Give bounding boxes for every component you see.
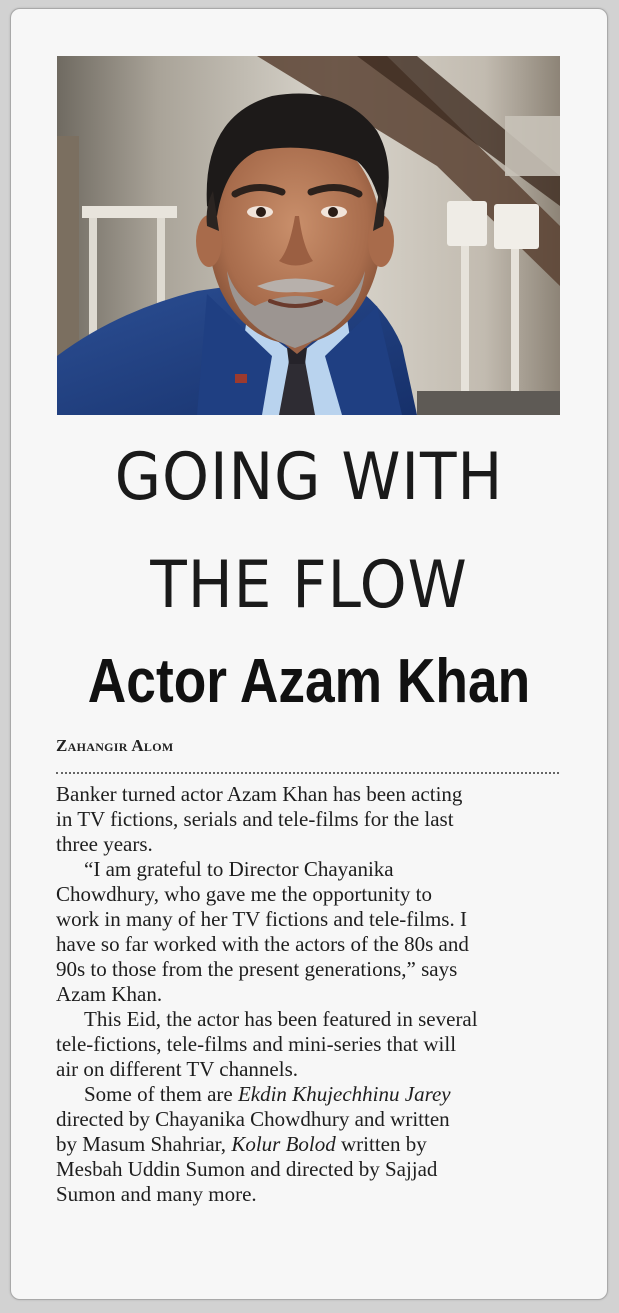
body-line: This Eid, the actor has been featured in several: [84, 1007, 478, 1031]
body-line: [56, 1082, 566, 1107]
body-line: tele-fictions, tele-films and mini-series that will: [56, 1032, 457, 1056]
body-line: Chowdhury, who gave me the opportunity to: [56, 882, 433, 906]
byline: Zahangir Alom: [56, 736, 174, 755]
body-text: written by: [335, 1132, 427, 1156]
body-line: work in many of her TV fictions and tele-films. I: [56, 907, 467, 931]
headline-line-2: THE FLOW: [150, 548, 468, 623]
body-line: in TV fictions, serials and tele-films for the last: [56, 807, 454, 831]
body-line: Mesbah Uddin Sumon and directed by Sajjad: [56, 1157, 438, 1181]
portrait-photo: [57, 56, 560, 415]
body-line: “I am grateful to Director Chayanika: [84, 857, 394, 881]
body-line: [56, 1132, 566, 1157]
dotted-divider: [56, 772, 559, 774]
body-line: Azam Khan.: [56, 982, 163, 1006]
body-line: directed by Chayanika Chowdhury and written: [56, 1107, 450, 1131]
portrait-illustration: [57, 56, 560, 415]
body-text: Some of them are: [84, 1082, 238, 1106]
newspaper-clipping: [10, 8, 608, 1300]
article-body: [56, 782, 566, 1207]
body-line: three years.: [56, 832, 153, 856]
body-line: Banker turned actor Azam Khan has been acting: [56, 782, 463, 806]
headline-line-1: GOING WITH: [114, 440, 504, 515]
body-line: have so far worked with the actors of the 80s and: [56, 932, 469, 956]
drama-title: Ekdin Khujechhinu Jarey: [237, 1082, 451, 1106]
body-text: by Masum Shahriar,: [56, 1132, 232, 1156]
body-line: Sumon and many more.: [56, 1182, 257, 1206]
body-line: 90s to those from the present generations,” says: [56, 957, 458, 981]
headline-subject: Actor Azam Khan: [87, 647, 531, 716]
body-line: air on different TV channels.: [56, 1057, 299, 1081]
drama-title: Kolur Bolod: [231, 1132, 336, 1156]
